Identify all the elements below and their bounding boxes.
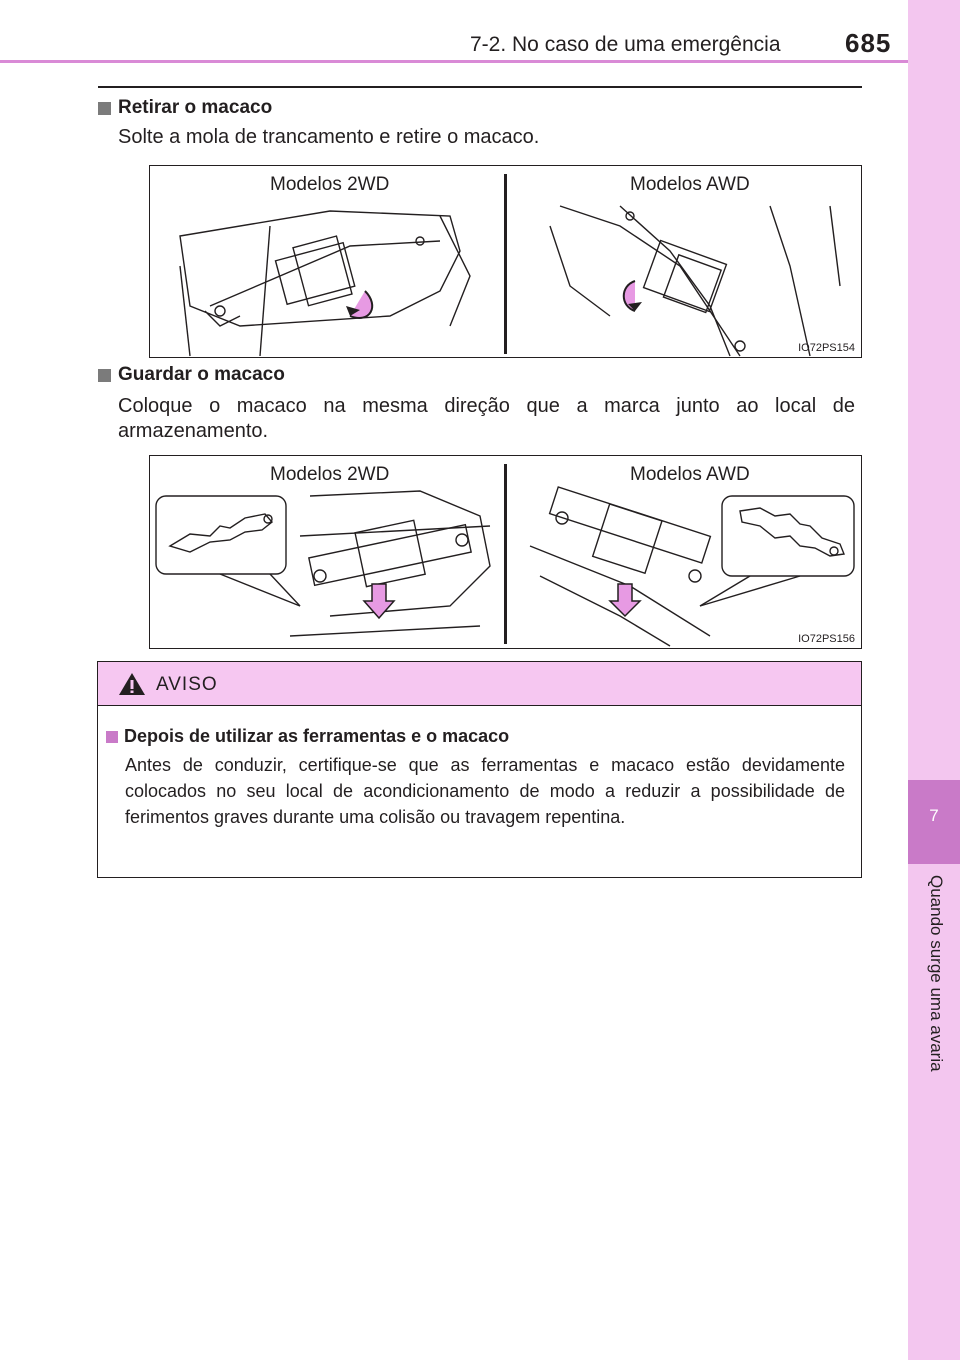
store-jack-text: Coloque o macaco na mesma direção que a marca junto ao local de armazenamento. — [118, 395, 855, 442]
warning-box — [97, 661, 862, 878]
page-number: 685 — [845, 28, 892, 58]
warning-label: AVISO — [156, 674, 218, 695]
chapter-title: Quando surge uma avaria — [927, 875, 946, 1072]
header-divider — [0, 60, 908, 63]
caption-2wd: Modelos 2WD — [270, 464, 390, 485]
caption-awd: Modelos AWD — [630, 464, 750, 485]
warning-triangle-icon — [118, 672, 146, 696]
bullet-square-icon — [98, 369, 111, 382]
chapter-side-tab — [908, 0, 960, 1360]
figure-code: IO72PS156 — [798, 633, 855, 645]
heading-text: Guardar o macaco — [118, 364, 285, 385]
figure-remove-jack — [149, 165, 862, 358]
warning-heading-text: Depois de utilizar as ferramentas e o macaco — [124, 726, 510, 746]
figure-store-jack — [149, 455, 862, 649]
content-rule — [98, 86, 862, 88]
section-title: 7-2. No caso de uma emergência — [470, 33, 781, 56]
chapter-number: 7 — [929, 806, 939, 825]
warning-heading — [106, 726, 509, 747]
heading-text: Retirar o macaco — [118, 97, 273, 118]
heading-store-jack — [98, 364, 285, 386]
remove-jack-text: Solte a mola de trancamento e retire o macaco. — [118, 126, 540, 148]
heading-remove-jack — [98, 97, 272, 119]
caption-2wd: Modelos 2WD — [270, 174, 390, 195]
warning-header — [98, 662, 861, 706]
figure-code: IO72PS154 — [798, 342, 855, 354]
bullet-square-icon — [106, 731, 118, 743]
caption-awd: Modelos AWD — [630, 174, 750, 195]
figure-divider — [504, 174, 507, 354]
bullet-square-icon — [98, 102, 111, 115]
figure-divider — [504, 464, 507, 644]
warning-text: Antes de conduzir, certifique-se que as ferramentas e macaco estão devidamente colocados no seu local de acondicionamento de modo a reduzir a possibilidade de ferimentos graves durante uma colisão ou travagem repentina. — [125, 755, 845, 827]
